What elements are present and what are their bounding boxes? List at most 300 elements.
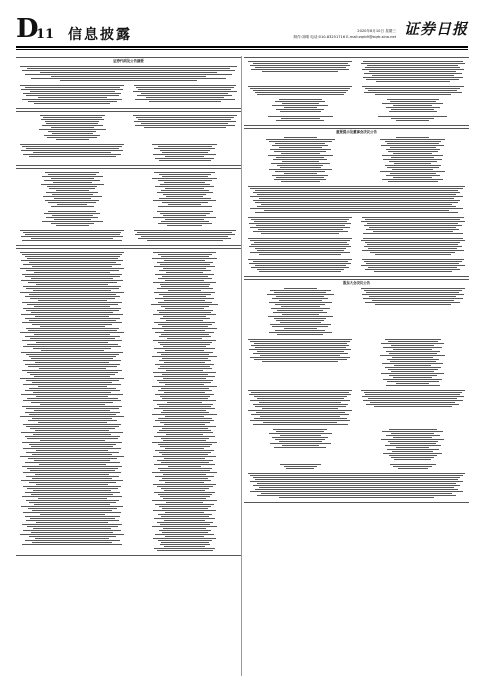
text-line xyxy=(162,454,208,455)
text-line xyxy=(259,487,453,488)
text-line xyxy=(41,119,104,120)
text-line xyxy=(383,453,442,454)
text-line xyxy=(366,229,459,230)
text-line xyxy=(257,250,344,251)
text-line xyxy=(386,385,440,386)
text-line xyxy=(279,497,434,498)
text-line xyxy=(27,398,118,399)
text-line xyxy=(33,528,111,529)
text-line xyxy=(164,362,205,363)
text-line xyxy=(363,77,463,78)
text-line xyxy=(153,456,216,457)
text-line xyxy=(250,208,462,209)
text-line xyxy=(365,88,460,89)
text-line xyxy=(53,182,92,183)
text-line xyxy=(281,306,320,307)
text-block xyxy=(244,472,469,499)
text-line xyxy=(385,445,441,446)
text-line xyxy=(255,202,458,203)
text-line xyxy=(136,117,234,118)
text-line xyxy=(46,123,98,124)
text-line xyxy=(23,486,121,487)
text-line xyxy=(25,336,120,337)
paragraph-right xyxy=(357,258,470,273)
text-line xyxy=(361,63,465,64)
text-line xyxy=(257,495,456,496)
text-line xyxy=(250,481,462,482)
text-line xyxy=(272,437,328,438)
text-line xyxy=(274,179,326,180)
text-line xyxy=(374,271,452,272)
text-line xyxy=(57,204,87,205)
text-line xyxy=(34,334,110,335)
text-line xyxy=(366,292,459,293)
text-line xyxy=(153,282,216,283)
text-line xyxy=(155,332,214,333)
text-line xyxy=(158,468,212,469)
text-line xyxy=(393,153,432,154)
text-line xyxy=(38,97,107,98)
text-line xyxy=(362,86,464,87)
text-line xyxy=(137,232,232,233)
text-line xyxy=(152,144,217,145)
paragraph-left xyxy=(16,210,129,227)
text-line xyxy=(21,260,123,261)
text-line xyxy=(158,278,212,279)
text-line xyxy=(157,432,213,433)
text-line xyxy=(165,384,204,385)
text-line xyxy=(275,439,325,440)
text-line xyxy=(31,494,113,495)
text-line xyxy=(382,103,443,104)
text-line xyxy=(149,101,221,102)
text-line xyxy=(154,322,215,323)
text-line xyxy=(25,87,120,88)
section-letter: D xyxy=(16,14,39,44)
text-line xyxy=(21,236,123,237)
text-line xyxy=(364,261,462,262)
text-line xyxy=(157,522,213,523)
text-line xyxy=(40,115,105,116)
text-line xyxy=(254,343,347,344)
text-line xyxy=(366,79,459,80)
text-line xyxy=(159,160,211,161)
text-line xyxy=(251,69,349,70)
text-line xyxy=(135,125,235,126)
text-line xyxy=(32,324,112,325)
text-line xyxy=(362,69,464,70)
text-line xyxy=(253,353,348,354)
text-line xyxy=(23,154,121,155)
text-line xyxy=(161,412,209,413)
text-line xyxy=(256,412,345,413)
text-line xyxy=(248,390,352,391)
text-line xyxy=(23,286,121,287)
text-line xyxy=(22,524,122,525)
text-line xyxy=(268,155,333,156)
text-line xyxy=(161,190,209,191)
text-line xyxy=(161,488,209,489)
text-line xyxy=(153,400,216,401)
text-line xyxy=(257,94,344,95)
text-line xyxy=(259,254,341,255)
text-line xyxy=(250,357,350,358)
text-line xyxy=(41,184,104,185)
text-line xyxy=(390,464,436,465)
text-line xyxy=(280,464,321,465)
text-line xyxy=(253,200,461,201)
text-line xyxy=(363,400,463,401)
text-line xyxy=(272,145,328,146)
text-line xyxy=(255,406,346,407)
text-line xyxy=(38,498,107,499)
text-line xyxy=(28,508,117,509)
text-line xyxy=(389,111,437,112)
text-line xyxy=(161,354,209,355)
text-line xyxy=(396,447,429,448)
text-line xyxy=(258,229,343,230)
text-line xyxy=(381,145,444,146)
text-line xyxy=(369,227,456,228)
announcement xyxy=(16,168,241,246)
announcement xyxy=(244,279,469,503)
text-line xyxy=(46,217,98,218)
text-line xyxy=(152,328,217,329)
text-line xyxy=(157,192,213,193)
text-line xyxy=(380,355,445,356)
text-line xyxy=(54,198,91,199)
text-line xyxy=(268,316,333,317)
text-line xyxy=(26,426,119,427)
text-line xyxy=(21,506,123,507)
text-line xyxy=(369,296,456,297)
text-line xyxy=(250,491,462,492)
text-line xyxy=(23,530,121,531)
text-line xyxy=(361,240,465,241)
text-line xyxy=(388,181,438,182)
text-line xyxy=(277,334,323,335)
text-line xyxy=(28,420,117,421)
text-line xyxy=(262,408,338,409)
text-line xyxy=(254,418,347,419)
text-line xyxy=(375,94,451,95)
text-line xyxy=(255,265,346,266)
text-line xyxy=(260,416,340,417)
text-line xyxy=(155,394,214,395)
text-line xyxy=(21,394,123,395)
text-line xyxy=(25,234,120,235)
text-block xyxy=(244,60,469,83)
text-line xyxy=(386,175,440,176)
text-line xyxy=(56,190,89,191)
text-line xyxy=(42,176,103,177)
text-line xyxy=(25,318,120,319)
text-line xyxy=(387,167,439,168)
text-line xyxy=(248,339,352,340)
text-line xyxy=(272,105,328,106)
text-line xyxy=(391,118,434,119)
text-line xyxy=(263,422,337,423)
text-line xyxy=(253,477,461,478)
text-line xyxy=(154,266,215,267)
text-line xyxy=(26,380,119,381)
text-line xyxy=(279,99,322,100)
text-line xyxy=(273,159,327,160)
text-line xyxy=(138,119,231,120)
paragraph-left xyxy=(244,338,357,387)
text-line xyxy=(270,290,331,291)
text-line xyxy=(161,462,209,463)
text-line xyxy=(36,342,108,343)
issue-date: 2020年6月10日 星期三 xyxy=(357,29,396,33)
text-line xyxy=(248,238,352,239)
text-line xyxy=(31,532,113,533)
text-line xyxy=(160,264,210,265)
text-line xyxy=(396,383,429,384)
text-line xyxy=(137,95,232,96)
text-line xyxy=(250,475,462,476)
paragraph-right xyxy=(357,237,470,256)
text-line xyxy=(26,408,119,409)
text-line xyxy=(28,282,117,283)
text-line xyxy=(29,356,116,357)
text-line xyxy=(32,382,112,383)
text-line xyxy=(272,298,328,299)
text-line xyxy=(153,154,216,155)
text-line xyxy=(282,445,319,446)
text-line xyxy=(250,227,350,228)
text-block xyxy=(244,85,469,96)
text-line xyxy=(389,455,437,456)
text-line xyxy=(25,296,120,297)
text-line xyxy=(158,180,212,181)
text-line xyxy=(26,520,119,521)
text-line xyxy=(159,312,211,313)
paragraph-left xyxy=(244,287,357,336)
text-line xyxy=(390,173,436,174)
text-line xyxy=(254,221,347,222)
text-line xyxy=(364,73,462,74)
text-line xyxy=(30,298,115,299)
text-line xyxy=(155,364,214,365)
text-line xyxy=(158,342,212,343)
text-line xyxy=(394,163,431,164)
text-line xyxy=(365,394,460,395)
text-line xyxy=(22,99,122,100)
text-line xyxy=(158,302,212,303)
text-line xyxy=(381,343,444,344)
text-line xyxy=(45,121,99,122)
text-line xyxy=(253,485,461,486)
text-line xyxy=(259,402,341,403)
text-line xyxy=(163,215,206,216)
text-line xyxy=(23,448,121,449)
text-line xyxy=(280,111,321,112)
text-line xyxy=(381,439,444,440)
text-line xyxy=(42,125,103,126)
text-line xyxy=(27,372,118,373)
text-line xyxy=(155,504,214,505)
text-line xyxy=(277,165,323,166)
text-line xyxy=(284,328,317,329)
paragraph-left xyxy=(244,216,357,235)
text-line xyxy=(267,294,334,295)
text-line xyxy=(257,398,344,399)
text-line xyxy=(27,344,118,345)
text-line xyxy=(364,392,462,393)
text-line xyxy=(32,418,112,419)
text-line xyxy=(161,256,209,257)
text-line xyxy=(136,87,234,88)
text-line xyxy=(43,117,102,118)
text-line xyxy=(36,522,108,523)
text-line xyxy=(275,330,325,331)
text-line xyxy=(153,217,216,218)
text-line xyxy=(378,116,447,117)
text-line xyxy=(251,267,349,268)
text-line xyxy=(370,402,455,403)
right-column xyxy=(244,56,469,676)
text-line xyxy=(45,200,99,201)
text-line xyxy=(388,441,438,442)
text-line xyxy=(362,294,464,295)
text-line xyxy=(20,85,124,86)
text-line xyxy=(390,443,436,444)
text-line xyxy=(365,219,460,220)
text-line xyxy=(261,204,451,205)
text-line xyxy=(166,502,203,503)
text-line xyxy=(31,358,113,359)
paragraph xyxy=(244,185,469,214)
text-line xyxy=(383,379,442,380)
text-line xyxy=(22,442,122,443)
masthead xyxy=(16,14,468,46)
text-line xyxy=(152,386,217,387)
text-line xyxy=(39,129,106,130)
paragraph-left xyxy=(244,237,357,256)
text-line xyxy=(56,139,89,140)
text-line xyxy=(248,473,465,474)
text-line xyxy=(161,286,209,287)
text-line xyxy=(393,177,432,178)
text-line xyxy=(29,482,116,483)
text-line xyxy=(162,398,208,399)
text-line xyxy=(162,508,208,509)
text-line xyxy=(362,396,464,397)
text-line xyxy=(365,269,460,270)
text-block xyxy=(244,338,469,387)
text-block xyxy=(244,237,469,256)
text-line xyxy=(250,341,350,342)
text-line xyxy=(161,388,209,389)
text-line xyxy=(23,472,121,473)
text-line xyxy=(164,490,205,491)
text-line xyxy=(152,258,217,259)
text-line xyxy=(380,171,445,172)
text-line xyxy=(40,72,217,73)
text-line xyxy=(157,460,213,461)
text-line xyxy=(251,219,349,220)
text-block xyxy=(244,115,469,122)
text-line xyxy=(383,159,442,160)
text-line xyxy=(160,284,210,285)
text-line xyxy=(382,431,443,432)
text-line xyxy=(159,174,211,175)
text-line xyxy=(157,310,213,311)
paragraph-left xyxy=(16,171,129,208)
paragraph-left xyxy=(16,114,129,141)
text-line xyxy=(162,276,208,277)
text-line xyxy=(39,464,106,465)
text-line xyxy=(27,258,118,259)
text-line xyxy=(20,378,124,379)
text-line xyxy=(386,149,440,150)
text-line xyxy=(34,306,110,307)
text-line xyxy=(26,270,119,271)
text-line xyxy=(275,143,325,144)
text-line xyxy=(34,460,110,461)
text-line xyxy=(51,223,94,224)
text-line xyxy=(162,374,208,375)
text-line xyxy=(385,165,441,166)
text-line xyxy=(25,540,120,541)
text-line xyxy=(27,304,118,305)
text-line xyxy=(153,484,216,485)
text-line xyxy=(133,115,237,116)
text-line xyxy=(27,68,230,69)
text-line xyxy=(29,388,116,389)
text-line xyxy=(25,412,120,413)
paragraph-right xyxy=(357,428,470,461)
text-line xyxy=(168,204,201,205)
text-line xyxy=(276,177,324,178)
text-line xyxy=(26,148,119,149)
text-line xyxy=(160,344,210,345)
text-line xyxy=(361,390,465,391)
text-line xyxy=(154,376,215,377)
text-line xyxy=(161,306,209,307)
announcement-heading: 重要提示及董事会决议公告 xyxy=(336,130,377,134)
text-line xyxy=(363,233,463,234)
text-line xyxy=(165,536,204,537)
text-line xyxy=(29,444,116,445)
text-line xyxy=(372,300,454,301)
text-line xyxy=(20,456,124,457)
paragraph-left xyxy=(244,85,357,96)
text-line xyxy=(26,354,119,355)
text-line xyxy=(152,178,217,179)
text-line xyxy=(30,338,115,339)
text-line xyxy=(257,206,456,207)
text-line xyxy=(163,296,206,297)
text-line xyxy=(266,139,335,140)
text-line xyxy=(47,186,97,187)
text-line xyxy=(162,152,208,153)
text-line xyxy=(382,155,443,156)
text-line xyxy=(160,496,210,497)
text-line xyxy=(20,332,124,333)
text-block xyxy=(16,65,241,82)
text-line xyxy=(146,97,224,98)
text-line xyxy=(32,542,112,543)
text-line xyxy=(381,373,444,374)
text-line xyxy=(163,378,206,379)
text-line xyxy=(282,161,319,162)
announcement-heading: 证券代码及公告摘要 xyxy=(113,59,144,63)
text-line xyxy=(276,296,324,297)
text-line xyxy=(393,349,432,350)
text-line xyxy=(159,430,211,431)
